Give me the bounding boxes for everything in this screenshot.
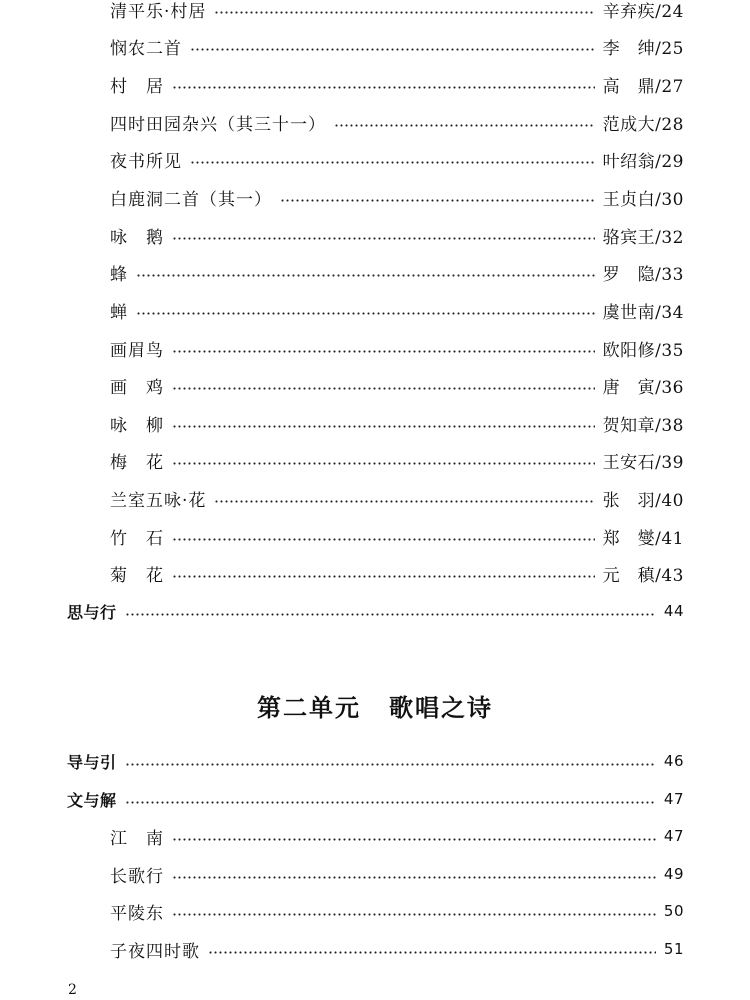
entry-author: 元 稹 [602,565,656,586]
entry-title: 梅 花 [110,452,164,473]
entry-ref: 辛弃疾/24 [602,1,684,22]
toc-entry[interactable] [110,370,684,400]
entry-author: 高 鼎 [602,76,656,97]
entry-page: 47 [663,827,684,845]
entry-author: 骆宾王 [602,227,656,248]
dot-leader [280,199,595,202]
toc-entry[interactable] [110,257,684,287]
dot-leader [334,124,595,127]
dot-leader [125,801,656,804]
entry-author: 郑 燮 [602,528,656,549]
entry-page: 35 [661,340,684,361]
dot-leader [172,838,656,841]
entry-ref: 贺知章/38 [602,415,684,436]
dot-leader [172,425,595,428]
toc-entry[interactable] [110,220,684,250]
entry-page: 27 [661,76,684,97]
entry-author: 辛弃疾 [602,1,656,22]
entry-ref: 李 绅/25 [602,38,684,59]
entry-title: 蝉 [110,302,128,323]
entry-ref: 虞世南/34 [602,302,684,323]
entry-page: 30 [661,189,684,210]
entry-author: 王贞白 [602,189,656,210]
toc-entry[interactable] [110,69,684,99]
entry-ref: 唐 寅/36 [602,377,684,398]
entry-title: 平陵东 [110,903,164,924]
entry-ref: 高 鼎/27 [602,76,684,97]
entry-page: 38 [661,415,684,436]
dot-leader [172,876,656,879]
entry-page: 41 [661,528,684,549]
entry-ref: 王安石/39 [602,452,684,473]
entry-page: 50 [663,902,684,920]
entry-ref: 范成大/28 [602,114,684,135]
entry-author: 李 绅 [602,38,656,59]
entry-ref: 欧阳修/35 [602,340,684,361]
entry-title: 四时田园杂兴（其三十一） [110,114,326,135]
section-title: 思与行 [67,602,117,622]
dot-leader [214,500,594,503]
entry-page: 44 [663,602,684,620]
entry-title: 白鹿洞二首（其一） [110,189,272,210]
entry-title: 咏 柳 [110,415,164,436]
entry-page: 46 [663,752,684,770]
entry-author: 张 羽 [602,490,656,511]
toc-entry[interactable] [110,896,684,926]
entry-title: 清平乐·村居 [110,1,207,22]
entry-title: 江 南 [110,828,164,849]
toc-entry[interactable] [110,483,684,513]
entry-page: 51 [663,940,684,958]
entry-author: 贺知章 [602,415,656,436]
page-number: 2 [68,982,77,998]
section-title: 导与引 [67,752,117,772]
dot-leader [172,575,595,578]
toc-entry[interactable] [110,521,684,551]
entry-ref: 罗 隐/33 [602,264,684,285]
dot-leader [208,951,656,954]
toc-entry[interactable] [110,934,684,964]
unit-subtitle: 歌唱之诗 [389,694,493,722]
entry-author: 唐 寅 [602,377,656,398]
dot-leader [172,237,595,240]
entry-ref: 骆宾王/32 [602,227,684,248]
dot-leader [172,538,595,541]
entry-page: 39 [661,452,684,473]
dot-leader [214,11,594,14]
entry-author: 欧阳修 [602,340,656,361]
entry-page: 29 [661,151,684,172]
entry-ref: 郑 燮/41 [602,528,684,549]
entry-title: 悯农二首 [110,38,182,59]
entry-page: 24 [661,1,684,22]
entry-title: 子夜四时歌 [110,941,200,962]
toc-entry[interactable] [110,333,684,363]
dot-leader [172,387,595,390]
entry-title: 蜂 [110,264,128,285]
entry-page: 32 [661,227,684,248]
entry-page: 36 [661,377,684,398]
dot-leader [172,86,595,89]
entry-ref: 元 稹/43 [602,565,684,586]
entry-page: 40 [661,490,684,511]
section-title: 文与解 [67,790,117,810]
entry-author: 叶绍翁 [602,151,656,172]
entry-page: 28 [661,114,684,135]
dot-leader [136,274,595,277]
entry-ref: 叶绍翁/29 [602,151,684,172]
toc-entry[interactable] [110,408,684,438]
dot-leader [190,161,595,164]
unit-number: 第二单元 [257,694,361,722]
entry-title: 画 鸡 [110,377,164,398]
entry-title: 画眉鸟 [110,340,164,361]
dot-leader [190,48,595,51]
entry-page: 49 [663,865,684,883]
entry-author: 罗 隐 [602,264,656,285]
dot-leader [172,913,656,916]
entry-page: 34 [661,302,684,323]
toc-entry[interactable] [110,144,684,174]
toc-entry[interactable] [110,31,684,61]
entry-page: 43 [661,565,684,586]
toc-entry[interactable] [110,558,684,588]
entry-ref: 张 羽/40 [602,490,684,511]
entry-title: 村 居 [110,76,164,97]
entry-author: 王安石 [602,452,656,473]
dot-leader [136,312,595,315]
toc-entry[interactable] [110,107,684,137]
entry-ref: 王贞白/30 [602,189,684,210]
toc-section-entry[interactable] [67,746,684,776]
entry-title: 竹 石 [110,528,164,549]
entry-page: 47 [663,790,684,808]
entry-title: 长歌行 [110,866,164,887]
toc-entry[interactable] [110,821,684,851]
entry-author: 虞世南 [602,302,656,323]
dot-leader [172,350,595,353]
toc-entry[interactable] [110,0,684,24]
toc-entry[interactable] [110,182,684,212]
dot-leader [125,613,656,616]
dot-leader [172,462,595,465]
toc-entry[interactable] [110,445,684,475]
entry-page: 33 [661,264,684,285]
entry-title: 菊 花 [110,565,164,586]
toc-entry[interactable] [110,295,684,325]
toc-section-entry[interactable] [67,596,684,626]
entry-author: 范成大 [602,114,656,135]
toc-section-entry[interactable] [67,784,684,814]
entry-page: 25 [661,38,684,59]
entry-title: 兰室五咏·花 [110,490,207,511]
dot-leader [125,763,656,766]
toc-entry[interactable] [110,859,684,889]
entry-title: 咏 鹅 [110,227,164,248]
unit-heading [0,688,750,723]
entry-title: 夜书所见 [110,151,182,172]
